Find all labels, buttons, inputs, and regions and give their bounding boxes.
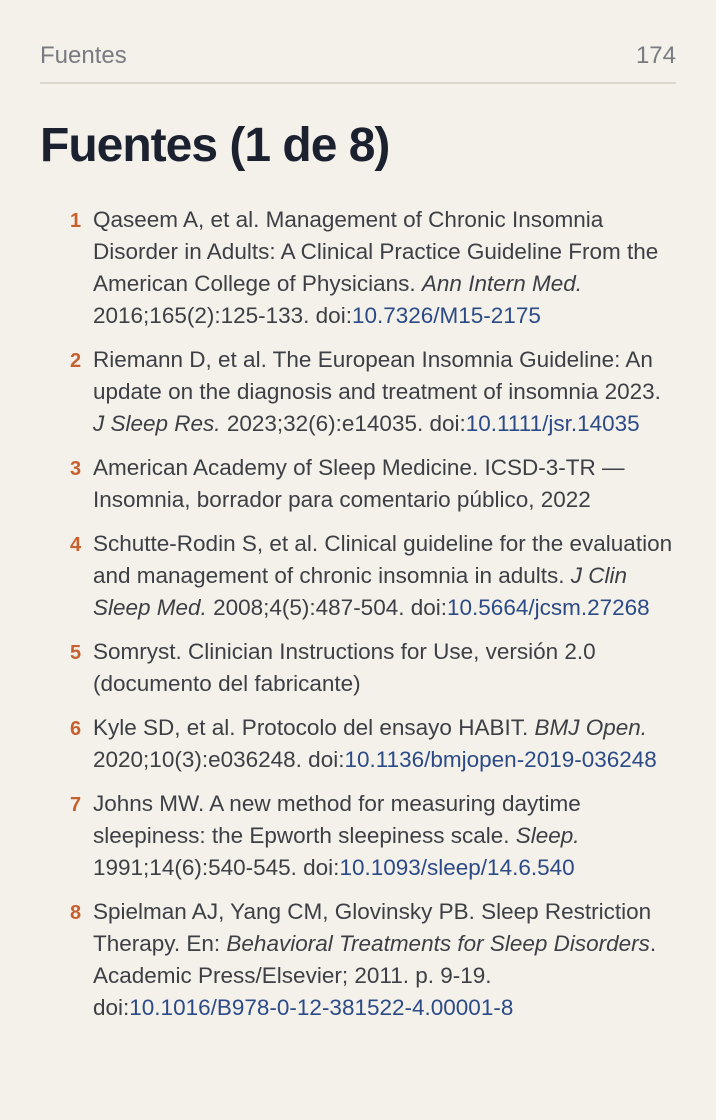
page <box>40 0 676 1036</box>
reference-item <box>40 204 676 332</box>
reference-item <box>40 636 676 700</box>
reference-item <box>40 712 676 776</box>
doi-link[interactable]: 10.1136/bmjopen-2019-036248 <box>344 747 657 772</box>
reference-citation: 2008;4(5):487-504. doi: <box>206 595 448 620</box>
reference-number: 7 <box>70 794 82 816</box>
journal-name: Ann Intern Med. <box>421 271 582 296</box>
reference-citation: . Academic Press/Elsevier; 2011. p. 9-19. doi: <box>93 931 657 1020</box>
reference-item <box>40 344 676 440</box>
page-title: Fuentes (1 de 8) <box>40 119 390 172</box>
journal-name: Behavioral Treatments for Sleep Disorders <box>226 931 650 956</box>
reference-list <box>40 204 676 1024</box>
reference-citation: 2023;32(6):e14035. doi: <box>220 411 466 436</box>
reference-number: 8 <box>70 902 82 924</box>
reference-text: Qaseem A, et al. Management of Chronic Insomnia Disorder in Adults: A Clinical Practice Guideline From the American College of Physicians. <box>93 207 659 296</box>
doi-link[interactable]: 10.5664/jcsm.27268 <box>447 595 650 620</box>
reference-number: 1 <box>70 210 82 232</box>
reference-item <box>40 896 676 1024</box>
reference-item <box>40 788 676 884</box>
doi-link[interactable]: 10.1093/sleep/14.6.540 <box>339 855 575 880</box>
journal-name: J Clin Sleep Med. <box>93 563 628 620</box>
journal-name: J Sleep Res. <box>93 411 221 436</box>
running-header <box>40 0 676 84</box>
reference-text: Spielman AJ, Yang CM, Glovinsky PB. Sleep Restriction Therapy. En: <box>93 899 652 956</box>
reference-text: Somryst. Clinician Instructions for Use, versión 2.0 (documento del fabricante) <box>93 639 596 696</box>
reference-citation: 2016;165(2):125-133. doi: <box>93 303 352 328</box>
doi-link[interactable]: 10.7326/M15-2175 <box>351 303 541 328</box>
reference-number: 2 <box>70 350 82 372</box>
reference-text: Johns MW. A new method for measuring daytime sleepiness: the Epworth sleepiness scale. <box>93 791 581 848</box>
reference-number: 5 <box>70 642 82 664</box>
reference-citation: 2020;10(3):e036248. doi: <box>93 747 345 772</box>
reference-number: 6 <box>70 718 82 740</box>
reference-citation: 1991;14(6):540-545. doi: <box>93 855 340 880</box>
reference-item <box>40 528 676 624</box>
journal-name: BMJ Open. <box>534 715 648 740</box>
reference-text: Schutte-Rodin S, et al. Clinical guideline for the evaluation and management of chronic insomnia in adults. <box>93 531 673 588</box>
reference-text: Riemann D, et al. The European Insomnia Guideline: An update on the diagnosis and treatment of insomnia 2023. <box>93 347 661 404</box>
reference-text: American Academy of Sleep Medicine. ICSD-3-TR — Insomnia, borrador para comentario público, 2022 <box>93 455 625 512</box>
journal-name: Sleep. <box>515 823 580 848</box>
doi-link[interactable]: 10.1016/B978-0-12-381522-4.00001-8 <box>129 995 514 1020</box>
reference-text: Kyle SD, et al. Protocolo del ensayo HABIT. <box>93 715 535 740</box>
reference-number: 4 <box>70 534 82 556</box>
reference-item <box>40 452 676 516</box>
page-number: 174 <box>635 42 676 69</box>
doi-link[interactable]: 10.1111/jsr.14035 <box>465 411 640 436</box>
reference-number: 3 <box>70 458 82 480</box>
section-name: Fuentes <box>40 42 127 69</box>
